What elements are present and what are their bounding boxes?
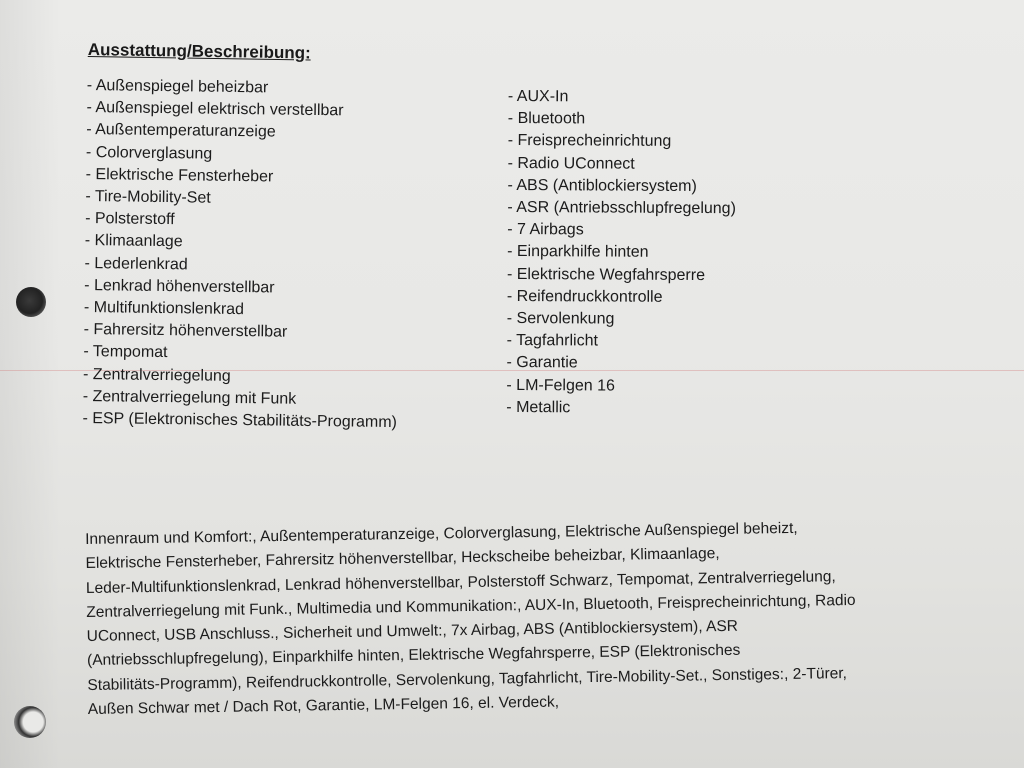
- paragraph-line: Innenraum und Komfort:, Außentemperaturanzeige, Colorverglasung, Elektrische Außenspiegel beheizt,: [85, 519, 798, 548]
- list-item: - Lederlenkrad: [84, 254, 188, 273]
- page-title: Ausstattung/Beschreibung:: [87, 40, 311, 63]
- page-shadow: [0, 0, 60, 768]
- paragraph-line: Stabilitäts-Programm), Reifendruckkontrolle, Servolenkung, Tagfahrlicht, Tire-Mobility-Set., Sonstiges:, 2-Türer,: [87, 664, 848, 694]
- list-item: - Einparkhilfe hinten: [507, 243, 649, 262]
- list-item: - Polsterstoff: [85, 210, 175, 229]
- list-item: - Freisprecheinrichtung: [507, 132, 672, 151]
- list-item: - ESP (Elektronisches Stabilitäts-Programm): [82, 410, 398, 432]
- list-item: - ASR (Antriebsschlupfregelung): [507, 199, 736, 218]
- list-item: - Tempomat: [83, 343, 168, 362]
- punch-hole-icon: [16, 287, 46, 317]
- paragraph-line: Elektrische Fensterheber, Fahrersitz höhenverstellbar, Heckscheibe beheizbar, Klimaanlage,: [85, 545, 720, 573]
- list-item: - Lenkrad höhenverstellbar: [84, 276, 275, 297]
- equipment-list-right: [506, 86, 736, 420]
- list-item: - Bluetooth: [507, 110, 586, 128]
- list-item: - Colorverglasung: [85, 143, 213, 163]
- list-item: - Zentralverriegelung: [82, 365, 231, 385]
- list-item: - Außenspiegel beheizbar: [86, 76, 269, 97]
- list-item: - Garantie: [506, 354, 578, 372]
- list-item: - Außentemperaturanzeige: [86, 121, 276, 141]
- list-item: - Servolenkung: [506, 310, 615, 328]
- equipment-list-left: [82, 75, 401, 434]
- list-item: - 7 Airbags: [507, 221, 584, 239]
- list-item: - AUX-In: [507, 87, 569, 106]
- paragraph-line: Leder-Multifunktionslenkrad, Lenkrad höhenverstellbar, Polsterstoff Schwarz, Tempomat, Zentralverriegelung,: [85, 567, 836, 597]
- list-item: - Elektrische Fensterheber: [85, 165, 274, 186]
- list-item: - Tagfahrlicht: [506, 332, 599, 350]
- list-item: - Metallic: [506, 398, 571, 417]
- paragraph-line: UConnect, USB Anschluss., Sicherheit und Umwelt:, 7x Airbag, ABS (Antiblockiersystem), ASR: [86, 617, 739, 646]
- list-item: - LM-Felgen 16: [506, 376, 615, 395]
- paragraph-line: (Antriebsschlupfregelung), Einparkhilfe hinten, Elektrische Wegfahrsperre, ESP (Elektronisches: [86, 642, 741, 670]
- list-item: - Elektrische Wegfahrsperre: [506, 265, 706, 284]
- paragraph-line: Zentralverriegelung mit Funk., Multimedia und Kommunikation:, AUX-In, Bluetooth, Freisprecheinrichtung, Radio: [86, 591, 856, 621]
- description-paragraph: [85, 514, 948, 722]
- list-item: - Außenspiegel elektrisch verstellbar: [86, 99, 344, 120]
- list-item: - Fahrersitz höhenverstellbar: [83, 321, 288, 341]
- punch-hole-icon: [14, 706, 46, 738]
- list-item: - Reifendruckkontrolle: [506, 287, 663, 306]
- list-item: - Zentralverriegelung mit Funk: [82, 387, 297, 408]
- paragraph-line: Außen Schwar met / Dach Rot, Garantie, LM-Felgen 16, el. Verdeck,: [87, 693, 560, 719]
- list-item: - Multifunktionslenkrad: [83, 299, 245, 319]
- list-item: - Klimaanlage: [84, 232, 183, 251]
- list-item: - Radio UConnect: [507, 154, 635, 173]
- list-item: - ABS (Antiblockiersystem): [507, 176, 697, 195]
- list-item: - Tire-Mobility-Set: [85, 188, 211, 207]
